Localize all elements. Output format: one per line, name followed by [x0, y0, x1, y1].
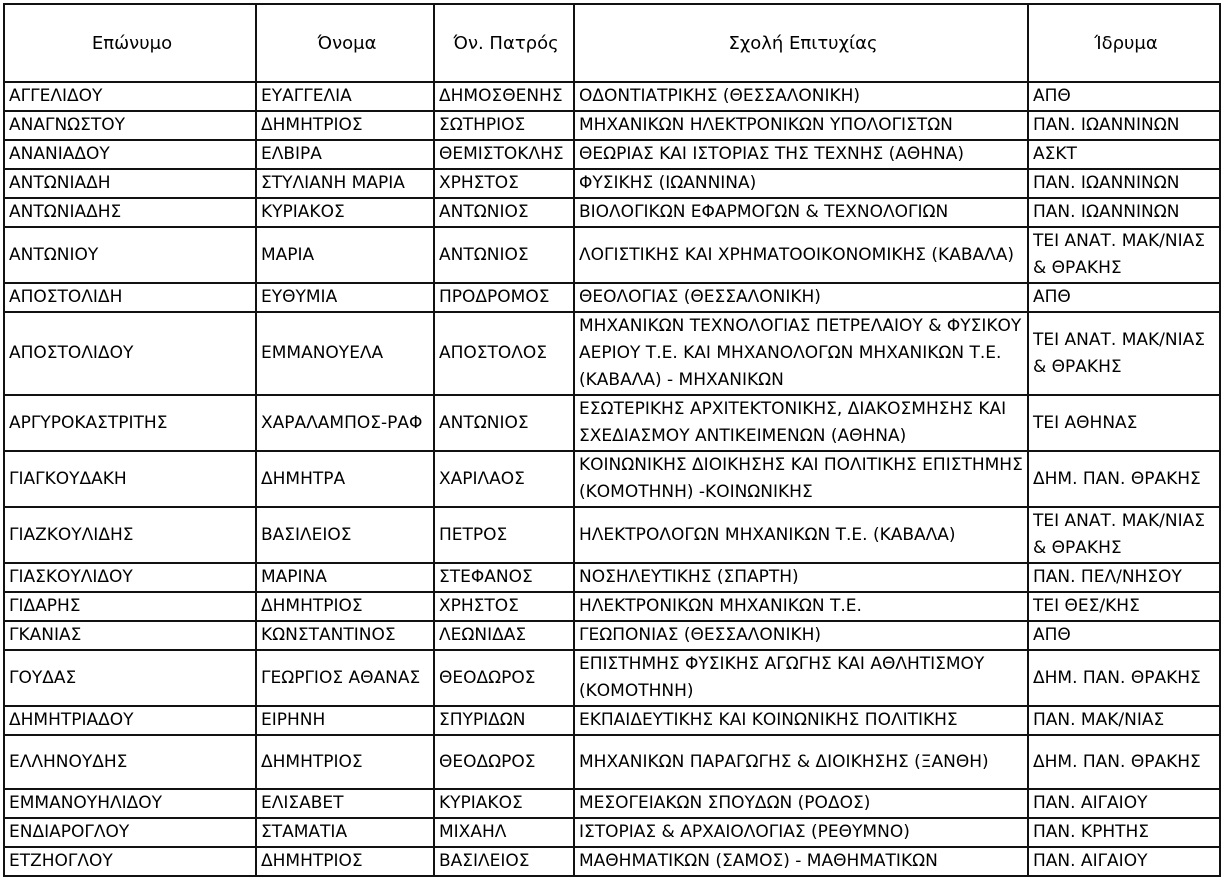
cell-father-name: ΧΑΡΙΛΑΟΣ	[434, 451, 574, 507]
cell-institution: ΠΑΝ. ΙΩΑΝΝΙΝΩΝ	[1028, 169, 1220, 198]
cell-school-text: ΕΣΩΤΕΡΙΚΗΣ ΑΡΧΙΤΕΚΤΟΝΙΚΗΣ, ΔΙΑΚΟΣΜΗΣΗΣ ΚΑΙ ΣΧΕΔΙΑΣΜΟΥ ΑΝΤΙΚΕΙΜΕΝΩΝ (ΑΘΗΝΑ)	[579, 399, 1007, 446]
table-row	[4, 312, 1220, 395]
table-row	[4, 818, 1220, 847]
table-row	[4, 395, 1220, 451]
cell-father-name: ΑΠΟΣΤΟΛΟΣ	[434, 312, 574, 395]
cell-father-name: ΧΡΗΣΤΟΣ	[434, 169, 574, 198]
cell-surname: ΓΙΑΣΚΟΥΛΙΔΟΥ	[4, 563, 256, 592]
cell-surname: ΕΛΛΗΝΟΥΔΗΣ	[4, 735, 256, 789]
table-body	[4, 82, 1220, 876]
cell-name: ΜΑΡΙΑ	[256, 227, 434, 283]
cell-school: ΙΣΤΟΡΙΑΣ & ΑΡΧΑΙΟΛΟΓΙΑΣ (ΡΕΘΥΜΝΟ)	[574, 818, 1028, 847]
cell-school: ΜΗΧΑΝΙΚΩΝ ΠΑΡΑΓΩΓΗΣ & ΔΙΟΙΚΗΣΗΣ (ΞΑΝΘΗ)	[574, 735, 1028, 789]
cell-school: ΜΑΘΗΜΑΤΙΚΩΝ (ΣΑΜΟΣ) - ΜΑΘΗΜΑΤΙΚΩΝ	[574, 847, 1028, 876]
cell-name: ΔΗΜΗΤΡΑ	[256, 451, 434, 507]
results-table	[3, 3, 1221, 877]
cell-name: ΕΛΒΙΡΑ	[256, 140, 434, 169]
cell-father-name: ΚΥΡΙΑΚΟΣ	[434, 789, 574, 818]
cell-name: ΧΑΡΑΛΑΜΠΟΣ-ΡΑΦ	[256, 395, 434, 451]
cell-father-name: ΛΕΩΝΙΔΑΣ	[434, 621, 574, 650]
cell-surname: ΓΚΑΝΙΑΣ	[4, 621, 256, 650]
table-row	[4, 592, 1220, 621]
cell-school: ΕΚΠΑΙΔΕΥΤΙΚΗΣ ΚΑΙ ΚΟΙΝΩΝΙΚΗΣ ΠΟΛΙΤΙΚΗΣ	[574, 706, 1028, 735]
cell-school: ΝΟΣΗΛΕΥΤΙΚΗΣ (ΣΠΑΡΤΗ)	[574, 563, 1028, 592]
cell-name: ΔΗΜΗΤΡΙΟΣ	[256, 592, 434, 621]
cell-surname: ΑΝΤΩΝΙΟΥ	[4, 227, 256, 283]
cell-name: ΔΗΜΗΤΡΙΟΣ	[256, 735, 434, 789]
table-row	[4, 451, 1220, 507]
cell-surname: ΑΠΟΣΤΟΛΙΔΗ	[4, 283, 256, 312]
table-row	[4, 140, 1220, 169]
cell-school: ΟΔΟΝΤΙΑΤΡΙΚΗΣ (ΘΕΣΣΑΛΟΝΙΚΗ)	[574, 82, 1028, 111]
column-header-name: Όνομα	[256, 4, 434, 82]
cell-name: ΕΥΘΥΜΙΑ	[256, 283, 434, 312]
cell-father-name: ΧΡΗΣΤΟΣ	[434, 592, 574, 621]
cell-name: ΜΑΡΙΝΑ	[256, 563, 434, 592]
cell-institution: ΑΠΘ	[1028, 283, 1220, 312]
cell-name: ΚΥΡΙΑΚΟΣ	[256, 198, 434, 227]
table-row	[4, 847, 1220, 876]
cell-father-name: ΑΝΤΩΝΙΟΣ	[434, 198, 574, 227]
cell-institution: ΑΠΘ	[1028, 621, 1220, 650]
cell-institution: ΠΑΝ. ΑΙΓΑΙΟΥ	[1028, 847, 1220, 876]
cell-school: ΦΥΣΙΚΗΣ (ΙΩΑΝΝΙΝΑ)	[574, 169, 1028, 198]
table-row	[4, 563, 1220, 592]
cell-surname: ΑΝΑΝΙΑΔΟΥ	[4, 140, 256, 169]
cell-institution: ΑΣΚΤ	[1028, 140, 1220, 169]
cell-name: ΔΗΜΗΤΡΙΟΣ	[256, 111, 434, 140]
cell-surname: ΕΤΖΗΟΓΛΟΥ	[4, 847, 256, 876]
cell-institution	[1028, 227, 1220, 283]
cell-institution: ΠΑΝ. ΙΩΑΝΝΙΝΩΝ	[1028, 198, 1220, 227]
header-row	[4, 4, 1220, 82]
cell-father-name: ΒΑΣΙΛΕΙΟΣ	[434, 847, 574, 876]
cell-school-text: ΜΗΧΑΝΙΚΩΝ ΤΕΧΝΟΛΟΓΙΑΣ ΠΕΤΡΕΛΑΙΟΥ & ΦΥΣΙΚΟΥ ΑΕΡΙΟΥ Τ.Ε. ΚΑΙ ΜΗΧΑΝΟΛΟΓΩΝ ΜΗΧΑΝΙΚΩΝ Τ.Ε. (ΚΑΒΑΛΑ) - ΜΗΧΑΝΙΚΩΝ	[579, 316, 1022, 390]
cell-surname: ΓΙΑΖΚΟΥΛΙΔΗΣ	[4, 507, 256, 563]
cell-name: ΔΗΜΗΤΡΙΟΣ	[256, 847, 434, 876]
cell-school: ΘΕΩΡΙΑΣ ΚΑΙ ΙΣΤΟΡΙΑΣ ΤΗΣ ΤΕΧΝΗΣ (ΑΘΗΝΑ)	[574, 140, 1028, 169]
cell-institution: ΠΑΝ. ΜΑΚ/ΝΙΑΣ	[1028, 706, 1220, 735]
cell-school: ΗΛΕΚΤΡΟΝΙΚΩΝ ΜΗΧΑΝΙΚΩΝ Τ.Ε.	[574, 592, 1028, 621]
cell-father-name: ΘΕΟΔΩΡΟΣ	[434, 735, 574, 789]
cell-name: ΣΤΥΛΙΑΝΗ ΜΑΡΙΑ	[256, 169, 434, 198]
cell-school	[574, 312, 1028, 395]
cell-name: ΕΥΑΓΓΕΛΙΑ	[256, 82, 434, 111]
table-row	[4, 650, 1220, 706]
cell-school: ΜΗΧΑΝΙΚΩΝ ΗΛΕΚΤΡΟΝΙΚΩΝ ΥΠΟΛΟΓΙΣΤΩΝ	[574, 111, 1028, 140]
cell-surname: ΓΙΑΓΚΟΥΔΑΚΗ	[4, 451, 256, 507]
cell-surname: ΑΝΤΩΝΙΑΔΗ	[4, 169, 256, 198]
cell-father-name: ΣΠΥΡΙΔΩΝ	[434, 706, 574, 735]
cell-institution: ΤΕΙ ΘΕΣ/ΚΗΣ	[1028, 592, 1220, 621]
cell-school	[574, 650, 1028, 706]
cell-institution-text: ΤΕΙ ΑΝΑΤ. ΜΑΚ/ΝΙΑΣ & ΘΡΑΚΗΣ	[1033, 329, 1205, 377]
cell-surname: ΕΜΜΑΝΟΥΗΛΙΔΟΥ	[4, 789, 256, 818]
cell-surname: ΑΝΤΩΝΙΑΔΗΣ	[4, 198, 256, 227]
cell-surname: ΕΝΔΙΑΡΟΓΛΟΥ	[4, 818, 256, 847]
cell-school	[574, 451, 1028, 507]
cell-school: ΜΕΣΟΓΕΙΑΚΩΝ ΣΠΟΥΔΩΝ (ΡΟΔΟΣ)	[574, 789, 1028, 818]
cell-surname: ΑΝΑΓΝΩΣΤΟΥ	[4, 111, 256, 140]
cell-school: ΒΙΟΛΟΓΙΚΩΝ ΕΦΑΡΜΟΓΩΝ & ΤΕΧΝΟΛΟΓΙΩΝ	[574, 198, 1028, 227]
cell-surname: ΓΙΔΑΡΗΣ	[4, 592, 256, 621]
cell-surname: ΑΡΓΥΡΟΚΑΣΤΡΙΤΗΣ	[4, 395, 256, 451]
cell-school: ΓΕΩΠΟΝΙΑΣ (ΘΕΣΣΑΛΟΝΙΚΗ)	[574, 621, 1028, 650]
cell-father-name: ΠΡΟΔΡΟΜΟΣ	[434, 283, 574, 312]
cell-father-name: ΜΙΧΑΗΛ	[434, 818, 574, 847]
table-row	[4, 198, 1220, 227]
cell-name: ΕΛΙΣΑΒΕΤ	[256, 789, 434, 818]
column-header-surname: Επώνυμο	[4, 4, 256, 82]
cell-institution: ΑΠΘ	[1028, 82, 1220, 111]
table-row	[4, 621, 1220, 650]
cell-father-name: ΘΕΜΙΣΤΟΚΛΗΣ	[434, 140, 574, 169]
cell-father-name: ΔΗΜΟΣΘΕΝΗΣ	[434, 82, 574, 111]
cell-father-name: ΑΝΤΩΝΙΟΣ	[434, 227, 574, 283]
cell-school	[574, 395, 1028, 451]
cell-institution: ΔΗΜ. ΠΑΝ. ΘΡΑΚΗΣ	[1028, 735, 1220, 789]
cell-father-name: ΠΕΤΡΟΣ	[434, 507, 574, 563]
cell-institution: ΠΑΝ. ΚΡΗΤΗΣ	[1028, 818, 1220, 847]
table-row	[4, 735, 1220, 789]
cell-name: ΓΕΩΡΓΙΟΣ ΑΘΑΝΑΣ	[256, 650, 434, 706]
column-header-school: Σχολή Επιτυχίας	[574, 4, 1028, 82]
cell-institution-text: ΤΕΙ ΑΝΑΤ. ΜΑΚ/ΝΙΑΣ & ΘΡΑΚΗΣ	[1033, 511, 1205, 558]
table-row	[4, 706, 1220, 735]
cell-surname: ΑΓΓΕΛΙΔΟΥ	[4, 82, 256, 111]
cell-father-name: ΘΕΟΔΩΡΟΣ	[434, 650, 574, 706]
cell-school-text: ΕΠΙΣΤΗΜΗΣ ΦΥΣΙΚΗΣ ΑΓΩΓΗΣ ΚΑΙ ΑΘΛΗΤΙΣΜΟΥ (ΚΟΜΟΤΗΝΗ)	[579, 654, 985, 701]
column-header-father-name: Όν. Πατρός	[434, 4, 574, 82]
cell-father-name: ΑΝΤΩΝΙΟΣ	[434, 395, 574, 451]
table-row	[4, 507, 1220, 563]
column-header-institution: Ίδρυμα	[1028, 4, 1220, 82]
cell-surname: ΑΠΟΣΤΟΛΙΔΟΥ	[4, 312, 256, 395]
cell-school	[574, 227, 1028, 283]
cell-name: ΒΑΣΙΛΕΙΟΣ	[256, 507, 434, 563]
cell-institution	[1028, 507, 1220, 563]
cell-school: ΗΛΕΚΤΡΟΛΟΓΩΝ ΜΗΧΑΝΙΚΩΝ Τ.Ε. (ΚΑΒΑΛΑ)	[574, 507, 1028, 563]
cell-name: ΣΤΑΜΑΤΙΑ	[256, 818, 434, 847]
cell-institution: ΠΑΝ. ΠΕΛ/ΝΗΣΟΥ	[1028, 563, 1220, 592]
cell-surname: ΔΗΜΗΤΡΙΑΔΟΥ	[4, 706, 256, 735]
cell-institution: ΔΗΜ. ΠΑΝ. ΘΡΑΚΗΣ	[1028, 650, 1220, 706]
table-row	[4, 227, 1220, 283]
cell-institution	[1028, 312, 1220, 395]
table-row	[4, 111, 1220, 140]
cell-name: ΚΩΝΣΤΑΝΤΙΝΟΣ	[256, 621, 434, 650]
cell-school: ΘΕΟΛΟΓΙΑΣ (ΘΕΣΣΑΛΟΝΙΚΗ)	[574, 283, 1028, 312]
cell-institution: ΤΕΙ ΑΘΗΝΑΣ	[1028, 395, 1220, 451]
table-row	[4, 283, 1220, 312]
table-row	[4, 789, 1220, 818]
cell-name: ΕΙΡΗΝΗ	[256, 706, 434, 735]
cell-school-text: ΚΟΙΝΩΝΙΚΗΣ ΔΙΟΙΚΗΣΗΣ ΚΑΙ ΠΟΛΙΤΙΚΗΣ ΕΠΙΣΤΗΜΗΣ (ΚΟΜΟΤΗΝΗ) -ΚΟΙΝΩΝΙΚΗΣ	[579, 455, 1023, 502]
cell-father-name: ΣΤΕΦΑΝΟΣ	[434, 563, 574, 592]
cell-school-text: ΛΟΓΙΣΤΙΚΗΣ ΚΑΙ ΧΡΗΜΑΤΟΟΙΚΟΝΟΜΙΚΗΣ (ΚΑΒΑΛΑ)	[579, 244, 1015, 265]
table-row	[4, 169, 1220, 198]
table-row	[4, 82, 1220, 111]
cell-father-name: ΣΩΤΗΡΙΟΣ	[434, 111, 574, 140]
cell-institution-text: ΤΕΙ ΑΝΑΤ. ΜΑΚ/ΝΙΑΣ & ΘΡΑΚΗΣ	[1033, 231, 1205, 278]
cell-institution: ΠΑΝ. ΙΩΑΝΝΙΝΩΝ	[1028, 111, 1220, 140]
cell-surname: ΓΟΥΔΑΣ	[4, 650, 256, 706]
cell-name: ΕΜΜΑΝΟΥΕΛΑ	[256, 312, 434, 395]
cell-institution: ΠΑΝ. ΑΙΓΑΙΟΥ	[1028, 789, 1220, 818]
cell-institution: ΔΗΜ. ΠΑΝ. ΘΡΑΚΗΣ	[1028, 451, 1220, 507]
